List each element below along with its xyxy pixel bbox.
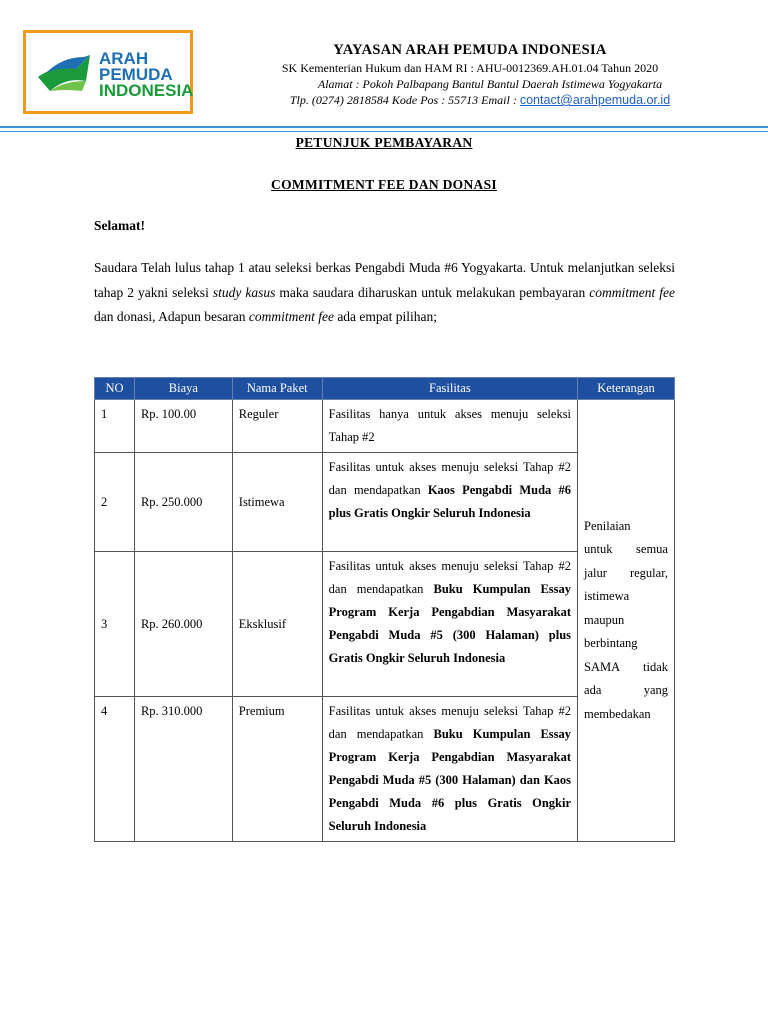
table-header-row: [95, 378, 675, 400]
keterangan-line: maupun: [584, 612, 625, 627]
cell-paket: Reguler: [232, 400, 322, 453]
para-text-1: Saudara Telah lulus tahap 1 atau seleksi berkas Pengabdi Muda #6 Yogyakarta. Untuk melanjutkan seleksi tahap 2 yakni seleksi: [94, 260, 675, 300]
para-text-4: ada empat pilihan;: [333, 309, 438, 324]
keterangan-line: ada yang: [584, 683, 668, 698]
para-italic-2: commitment fee: [589, 284, 675, 300]
keterangan-line: untuk semua: [584, 542, 668, 557]
fasilitas-bold: Kaos Pengabdi Muda #6 plus Gratis Ongkir Seluruh Indonesia: [328, 483, 572, 520]
logo-line-3: INDONESIA: [99, 81, 194, 100]
header-rule-thin: [0, 131, 768, 132]
keterangan-line: Penilaian: [584, 518, 631, 533]
para-text-3: dan donasi, Adapun besaran: [94, 309, 249, 324]
logo-wordmark: [99, 51, 193, 99]
keterangan-line: SAMA tidak: [584, 659, 668, 674]
cell-fasilitas: [322, 697, 577, 842]
phone-postcode: Tlp. (0274) 2818584 Kode Pos : 55713 Email :: [289, 93, 520, 107]
organization-logo: [23, 30, 193, 114]
cell-no: 1: [95, 400, 135, 453]
header-keterangan: Keterangan: [578, 378, 675, 400]
document-title: PETUNJUK PEMBAYARAN: [295, 135, 473, 150]
letterhead: [200, 42, 740, 108]
intro-paragraph: [94, 256, 675, 330]
logo-wing-icon: [36, 47, 92, 97]
cell-fasilitas: [322, 453, 577, 552]
cell-fasilitas: [322, 400, 577, 453]
para-text-2: maka saudara diharuskan untuk melakukan pembayaran: [275, 284, 590, 300]
para-italic-3: commitment fee: [248, 309, 334, 324]
cell-paket: Istimewa: [232, 453, 322, 552]
cell-biaya: Rp. 100.00: [134, 400, 232, 453]
fasilitas-text: Fasilitas untuk akses menuju seleksi Tahap #2 dan mendapatkan: [328, 460, 572, 497]
header-rule-thick: [0, 126, 768, 128]
header-no: NO: [95, 378, 135, 400]
cell-paket: Premium: [232, 697, 322, 842]
cell-keterangan: [578, 400, 675, 842]
header-biaya: Biaya: [134, 378, 232, 400]
cell-biaya: Rp. 310.000: [134, 697, 232, 842]
fasilitas-text: Fasilitas untuk akses menuju seleksi Tahap #2 dan mendapatkan: [328, 559, 572, 596]
greeting: Selamat!: [94, 218, 145, 233]
keterangan-line: jalur regular,: [584, 565, 668, 580]
cell-fasilitas: [322, 552, 577, 697]
cell-no: 4: [95, 697, 135, 842]
logo-line-2: PEMUDA: [99, 65, 173, 84]
cell-no: 2: [95, 453, 135, 552]
table-row: [95, 400, 675, 453]
logo-line-1: ARAH: [99, 49, 149, 68]
keterangan-line: membedakan: [584, 706, 651, 721]
document-subtitle: COMMITMENT FEE DAN DONASI: [271, 177, 497, 192]
header-fasilitas: Fasilitas: [322, 378, 577, 400]
fasilitas-text: Fasilitas hanya untuk akses menuju seleksi Tahap #2: [328, 407, 572, 444]
cell-paket: Eksklusif: [232, 552, 322, 697]
fee-table: [94, 377, 675, 842]
legal-registration: SK Kementerian Hukum dan HAM RI : AHU-0012369.AH.01.04 Tahun 2020: [281, 61, 659, 75]
cell-biaya: Rp. 250.000: [134, 453, 232, 552]
fasilitas-bold: Buku Kumpulan Essay Program Kerja Pengabdian Masyarakat Pengabdi Muda #5 (300 Halaman) plus Gratis Ongkir Seluruh Indonesia: [328, 582, 572, 665]
email-link[interactable]: contact@arahpemuda.or.id: [519, 93, 671, 107]
cell-no: 3: [95, 552, 135, 697]
cell-biaya: Rp. 260.000: [134, 552, 232, 697]
fasilitas-bold: Buku Kumpulan Essay Program Kerja Pengabdian Masyarakat Pengabdi Muda #5 (300 Halaman) dan Kaos Pengabdi Muda #6 plus Gratis Ongkir Seluruh Indonesia: [328, 727, 572, 833]
organization-name: YAYASAN ARAH PEMUDA INDONESIA: [333, 42, 607, 58]
para-italic-1: study kasus: [212, 284, 276, 300]
contact-line: [200, 93, 740, 108]
fasilitas-text: Fasilitas untuk akses menuju seleksi Tahap #2 dan mendapatkan: [328, 704, 572, 741]
address: Alamat : Pokoh Palbapang Bantul Bantul Daerah Istimewa Yogyakarta: [317, 77, 663, 91]
keterangan-line: istimewa: [584, 589, 630, 604]
header-nama-paket: Nama Paket: [232, 378, 322, 400]
keterangan-line: berbintang: [584, 636, 638, 651]
